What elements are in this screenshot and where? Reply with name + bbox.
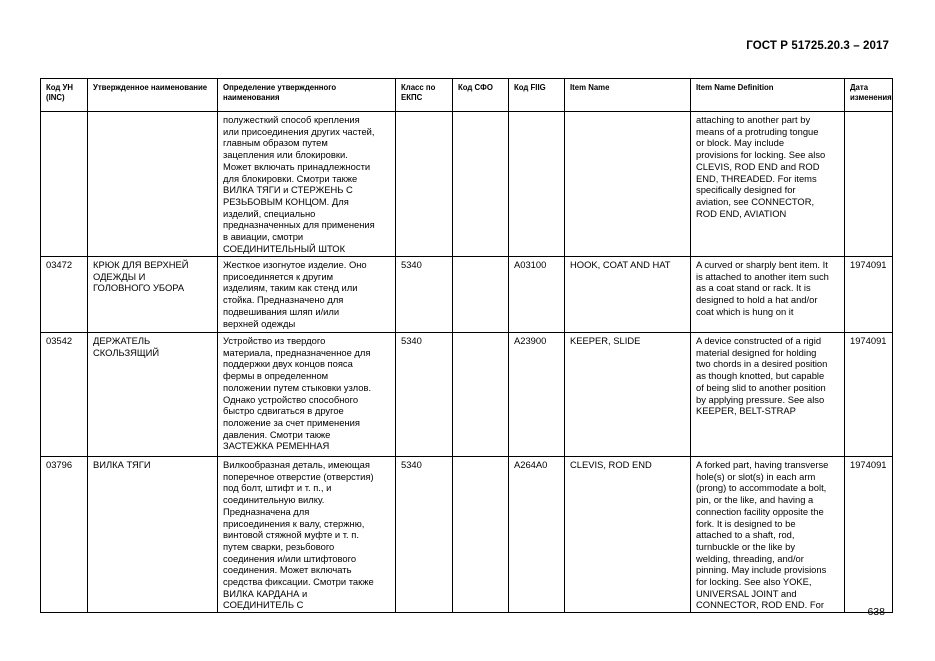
cell-definition-ru: Вилкообразная деталь, имеющая поперечное отверстие (отверстия) под болт, штифт и т. п., и соединительную вилку. Предназначена для присоединения к валу, стержню, винтовой стяжной муфте и т. п. путем сварки, резьбового соединения и/или штифтового соединения. Может включать средства фиксации. Смотри также ВИЛКА КАРДАНА и СОЕДИНИТЕЛЬ С bbox=[218, 457, 396, 613]
cell-sfo-code bbox=[453, 257, 509, 333]
cell-approved-name: ВИЛКА ТЯГИ bbox=[88, 457, 218, 613]
col-header-change-date: Дата изменения bbox=[845, 79, 893, 112]
cell-approved-name bbox=[88, 112, 218, 257]
cell-item-name-definition: A device constructed of a rigid material designed for holding two chords in a desired position as though knotted, but capable of being slid to another position by applying pressure. See also KEEPER, BELT-STRAP bbox=[691, 333, 845, 457]
cell-change-date: 1974091 bbox=[845, 257, 893, 333]
cell-definition-ru: Жесткое изогнутое изделие. Оно присоединяется к другим изделиям, таким как стенд или стойка. Предназначено для подвешивания шляп и/или верхней одежды bbox=[218, 257, 396, 333]
cell-ekps-class: 5340 bbox=[396, 257, 453, 333]
table-row bbox=[41, 257, 893, 333]
cell-item-name: CLEVIS, ROD END bbox=[565, 457, 691, 613]
cell-definition-ru: Устройство из твердого материала, предназначенное для поддержки двух концов пояса фермы в определенном положении путем стыковки узлов. Однако устройство способного быстро сдвигаться в другое положение за счет применения давления. Смотри также ЗАСТЕЖКА РЕМЕННАЯ bbox=[218, 333, 396, 457]
col-header-item-name-definition: Item Name Definition bbox=[691, 79, 845, 112]
table-row bbox=[41, 457, 893, 613]
cell-approved-name: ДЕРЖАТЕЛЬ СКОЛЬЗЯЩИЙ bbox=[88, 333, 218, 457]
col-header-ekps-class: Класс по ЕКПС bbox=[396, 79, 453, 112]
col-header-fiig-code: Код FIIG bbox=[509, 79, 565, 112]
cell-ekps-class: 5340 bbox=[396, 457, 453, 613]
cell-approved-name: КРЮК ДЛЯ ВЕРХНЕЙ ОДЕЖДЫ И ГОЛОВНОГО УБОРА bbox=[88, 257, 218, 333]
table-row bbox=[41, 333, 893, 457]
col-header-item-name: Item Name bbox=[565, 79, 691, 112]
cell-fiig-code: A03100 bbox=[509, 257, 565, 333]
page-number: 638 bbox=[867, 606, 885, 618]
cell-inc: 03542 bbox=[41, 333, 88, 457]
cell-sfo-code bbox=[453, 457, 509, 613]
cell-definition-ru: полужесткий способ крепления или присоединения других частей, главным образом путем зацепления или блокировки. Может включать принадлежности для блокировки. Смотри также ВИЛКА ТЯГИ и СТЕРЖЕНЬ С РЕЗЬБОВЫМ КОНЦОМ. Для изделий, специально предназначенных для применения в авиации, смотри СОЕДИНИТЕЛЬНЫЙ ШТОК bbox=[218, 112, 396, 257]
cell-change-date bbox=[845, 112, 893, 257]
cell-sfo-code bbox=[453, 112, 509, 257]
document-header: ГОСТ Р 51725.20.3 – 2017 bbox=[746, 40, 889, 52]
cell-sfo-code bbox=[453, 333, 509, 457]
cell-inc: 03796 bbox=[41, 457, 88, 613]
cell-change-date: 1974091 bbox=[845, 333, 893, 457]
cell-ekps-class bbox=[396, 112, 453, 257]
cell-item-name-definition: attaching to another part by means of a protruding tongue or block. May include provisions for locking. See also CLEVIS, ROD END and ROD END, THREADED. For items specifically designed for aviation, see CONNECTOR, ROD END, AVIATION bbox=[691, 112, 845, 257]
col-header-sfo-code: Код СФО bbox=[453, 79, 509, 112]
col-header-inc: Код УН (INC) bbox=[41, 79, 88, 112]
cell-fiig-code bbox=[509, 112, 565, 257]
col-header-definition-ru: Определение утвержденного наименования bbox=[218, 79, 396, 112]
cell-fiig-code: A264A0 bbox=[509, 457, 565, 613]
cell-item-name-definition: A curved or sharply bent item. It is attached to another item such as a coat stand or rack. It is designed to hold a hat and/or coat which is hung on it bbox=[691, 257, 845, 333]
cell-item-name: HOOK, COAT AND HAT bbox=[565, 257, 691, 333]
cell-inc: 03472 bbox=[41, 257, 88, 333]
cell-item-name-definition: A forked part, having transverse hole(s) or slot(s) in each arm (prong) to accommodate a bolt, pin, or the like, and having a connection facility opposite the fork. It is designed to be attached to a shaft, rod, turnbuckle or the like by welding, threading, and/or pinning. May include provisions for locking. See also YOKE, UNIVERSAL JOINT and CONNECTOR, ROD END. For bbox=[691, 457, 845, 613]
table-header-row bbox=[41, 79, 893, 112]
cell-fiig-code: A23900 bbox=[509, 333, 565, 457]
cell-item-name bbox=[565, 112, 691, 257]
cell-change-date: 1974091 bbox=[845, 457, 893, 613]
table-row bbox=[41, 112, 893, 257]
cell-item-name: KEEPER, SLIDE bbox=[565, 333, 691, 457]
inc-table bbox=[40, 78, 893, 613]
cell-inc bbox=[41, 112, 88, 257]
col-header-approved-name: Утвержденное наименование bbox=[88, 79, 218, 112]
cell-ekps-class: 5340 bbox=[396, 333, 453, 457]
